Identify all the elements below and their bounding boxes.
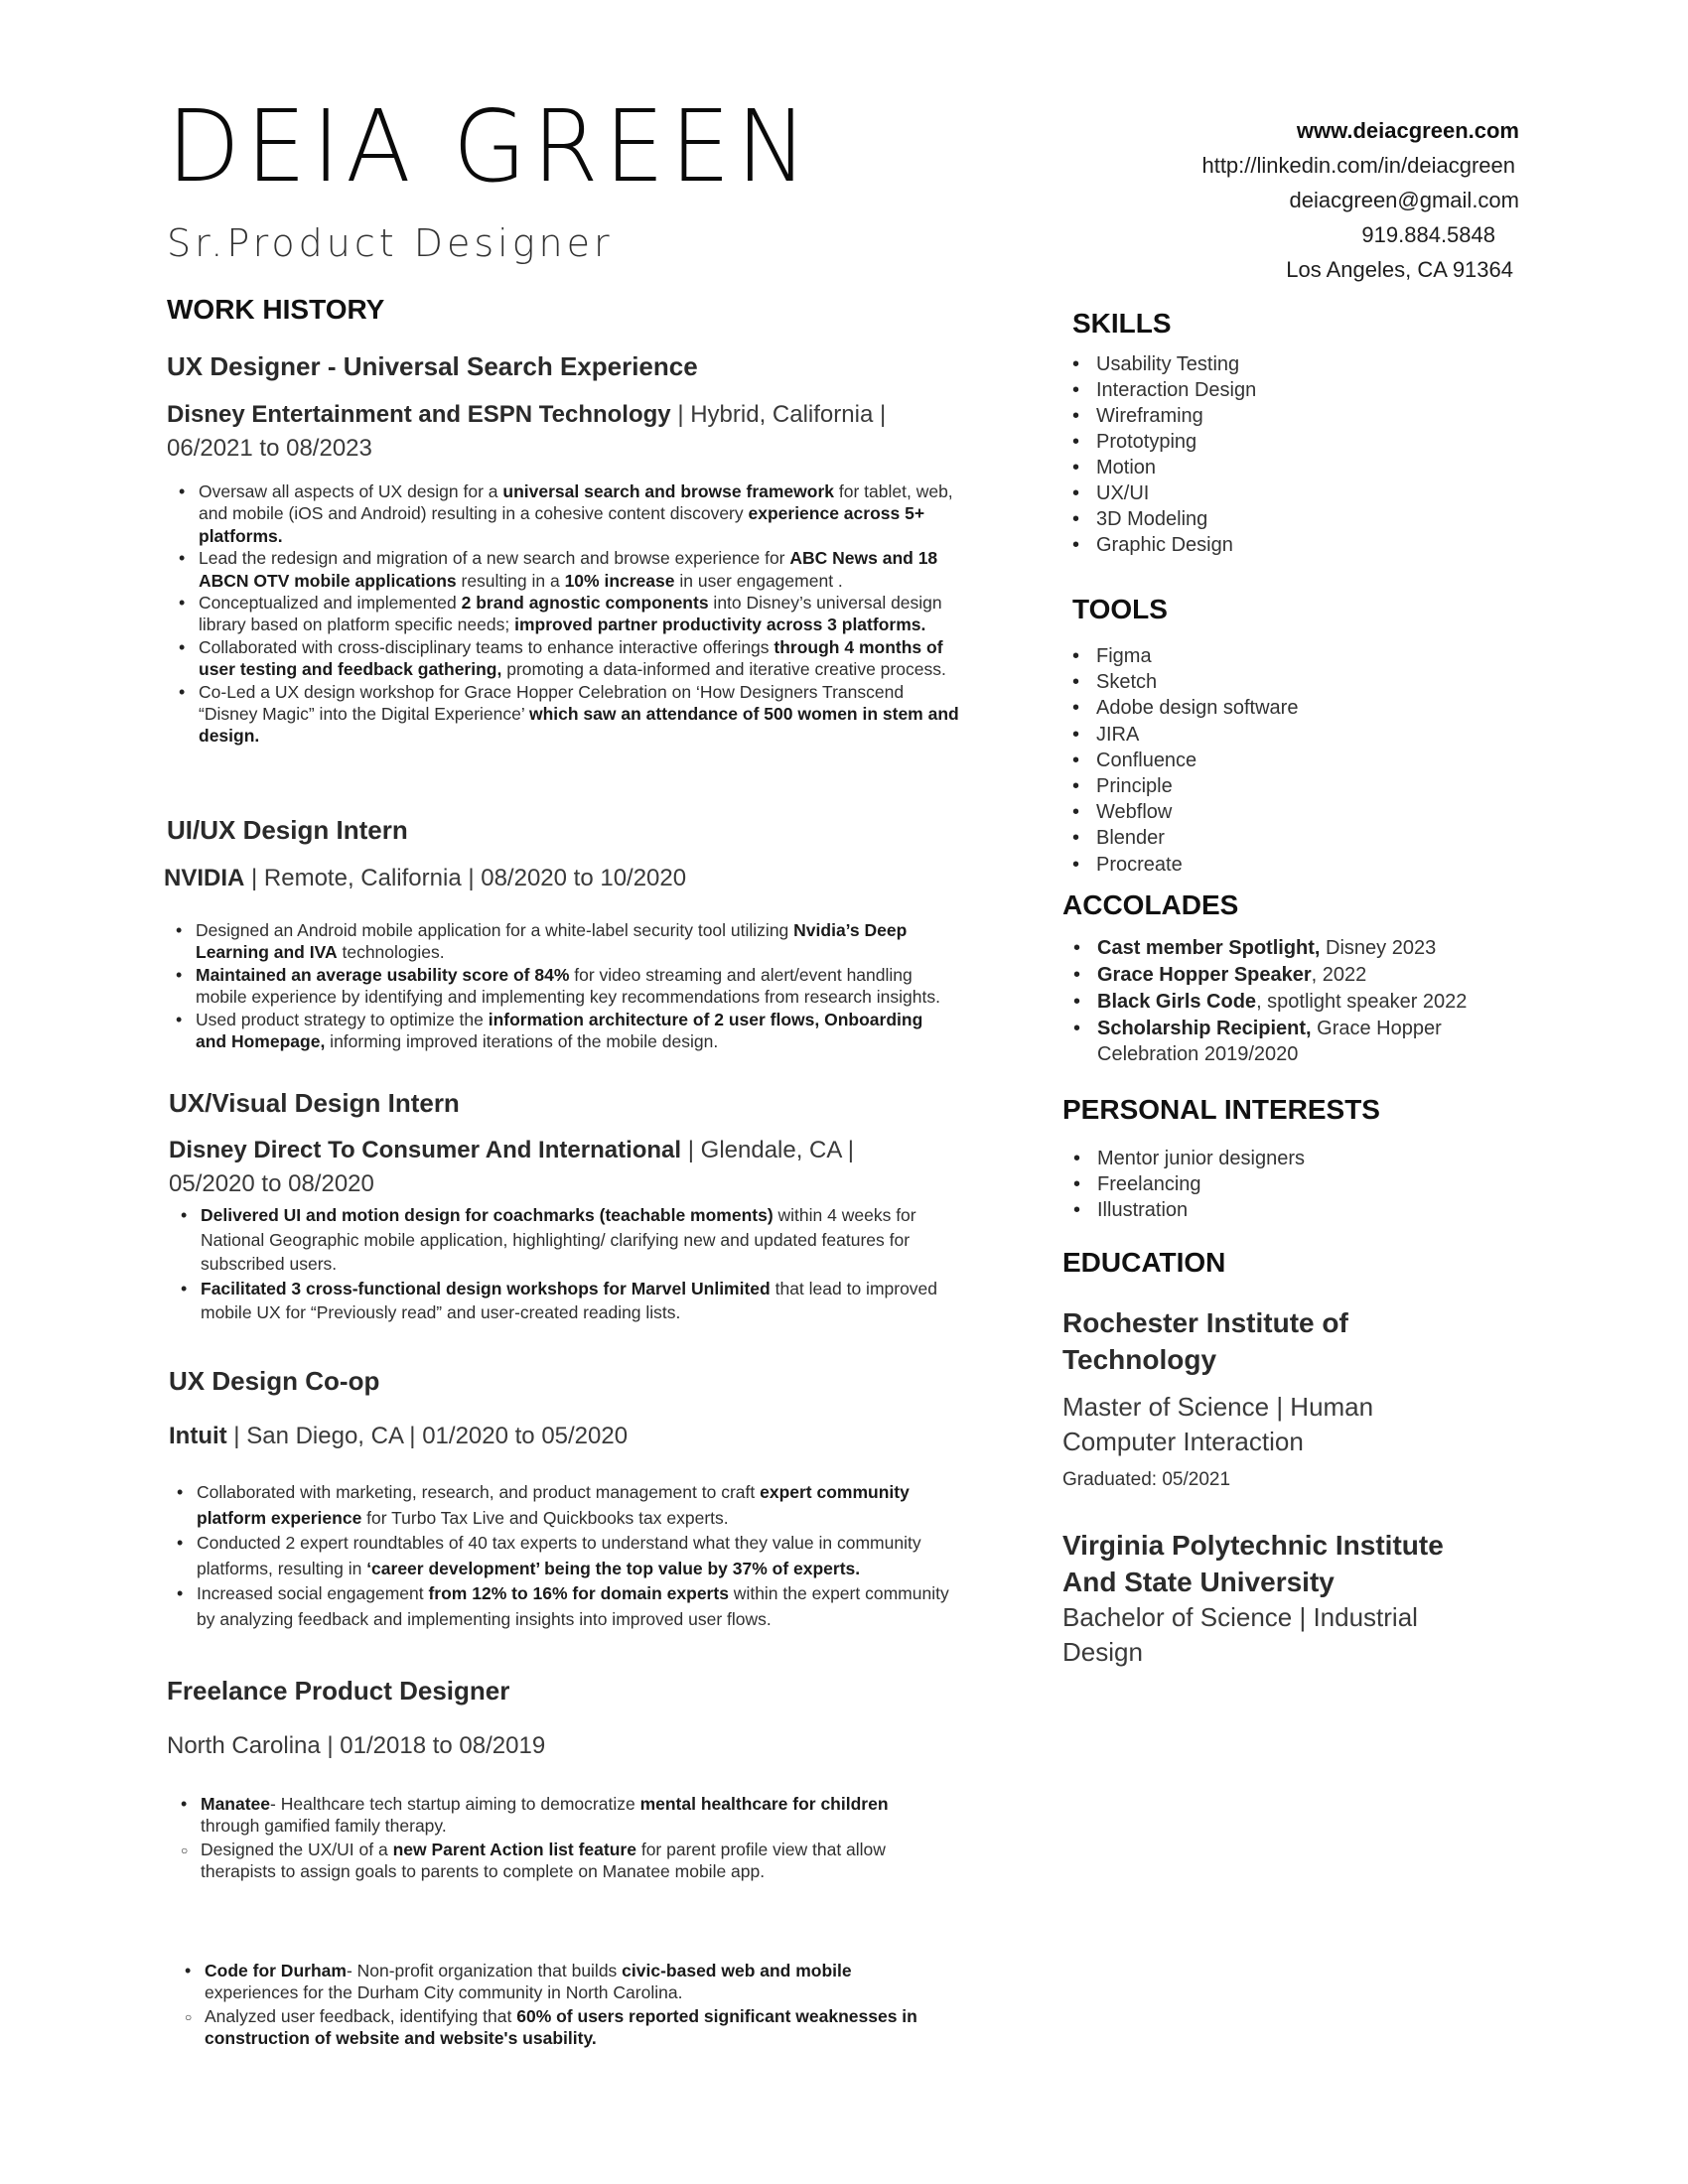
accolade-title: Grace Hopper Speaker (1097, 964, 1312, 986)
job-title: Freelance Product Designer (167, 1676, 510, 1706)
accolade-detail: , 2022 (1311, 964, 1367, 986)
sub-bullet-item: ○ Designed the UX/UI of a new Parent Action list feature for parent profile view that allow therapists to assign goals to parents to complete on Manatee mobile app. (169, 1839, 943, 1883)
sub-bullets (169, 1839, 943, 1883)
freelance-bullet-code-for-durham (173, 1960, 947, 2050)
list-item: • Blender (1068, 825, 1298, 851)
sub-bullets (173, 2005, 947, 2050)
accolades-heading: ACCOLADES (1062, 889, 1239, 920)
bullet-item: • Co-Led a UX design workshop for Grace Hopper Celebration on ‘How Designers Transcend “Disney Magic” into the Digital Experience’ which saw an attendance of 500 women in stem and design. (167, 681, 961, 748)
accolade-item (1069, 989, 1506, 1015)
list-item: • Principle (1068, 773, 1298, 799)
list-item: • Interaction Design (1068, 377, 1256, 403)
skills-heading: SKILLS (1072, 308, 1172, 339)
accolade-detail: Disney 2023 (1320, 937, 1437, 959)
tools-list (1068, 643, 1298, 878)
accolade-item (1069, 1016, 1506, 1067)
accolade-detail: , spotlight speaker 2022 (1256, 991, 1468, 1013)
skills-list (1068, 351, 1256, 558)
list-item: • Illustration (1069, 1197, 1305, 1223)
company-name: NVIDIA (164, 865, 245, 891)
bullet-item: • Conducted 2 expert roundtables of 40 tax experts to understand what they value in community platforms, resulting in ‘career development’ being the top value by 37% of experts. (165, 1531, 959, 1581)
bullet-item: • Conceptualized and implemented 2 brand agnostic components into Disney’s universal design library based on platform specific needs; improved partner productivity across 3 platforms. (167, 592, 961, 636)
accolade-item (1069, 935, 1506, 961)
list-item: • Wireframing (1068, 403, 1256, 429)
job-location-dates: North Carolina | 01/2018 to 08/2019 (167, 1732, 546, 1759)
company-name: Disney Direct To Consumer And International (169, 1137, 682, 1163)
job-meta (164, 862, 686, 895)
phone-number: 919.884.5848 (1361, 222, 1495, 247)
school-name: Rochester Institute of Technology (1062, 1307, 1348, 1375)
list-item: • Motion (1068, 455, 1256, 480)
list-item: • UX/UI (1068, 480, 1256, 506)
list-item: • Adobe design software (1068, 695, 1298, 721)
accolade-item (1069, 962, 1506, 988)
interests-list (1069, 1146, 1305, 1223)
sub-bullet-item: ○ Analyzed user feedback, identifying that 60% of users reported significant weaknesses in construction of website and website's usability. (173, 2005, 947, 2050)
freelance-bullet-manatee (169, 1793, 943, 1883)
job-location-dates: | Hybrid, California | 06/2021 to 08/2023 (167, 401, 887, 462)
bullet-item: • Increased social engagement from 12% to 16% for domain experts within the expert community by analyzing feedback and implementing insights into improved user flows. (165, 1581, 959, 1632)
bullet-item: • Facilitated 3 cross-functional design workshops for Marvel Unlimited that lead to improved mobile UX for “Previously read” and user-created reading lists. (169, 1277, 963, 1325)
accolade-title: Black Girls Code (1097, 991, 1257, 1013)
job-meta (169, 1420, 628, 1453)
accolades-list (1069, 935, 1506, 1067)
job-bullets (164, 919, 958, 1052)
bullet-item: • Oversaw all aspects of UX design for a universal search and browse framework for tablet, web, and mobile (iOS and Android) resulting in a cohesive content discovery experience across 5+ platforms. (167, 480, 961, 547)
bullet-item: • Collaborated with marketing, research, and product management to craft expert community platform experience for Turbo Tax Live and Quickbooks tax experts. (165, 1480, 959, 1531)
list-item: • Mentor junior designers (1069, 1146, 1305, 1171)
email-link[interactable]: deiacgreen@gmail.com (1289, 188, 1519, 212)
company-name: Intuit (169, 1423, 227, 1449)
job-location-dates: | Glendale, CA | 05/2020 to 08/2020 (169, 1137, 854, 1197)
list-item: • Freelancing (1069, 1171, 1305, 1197)
company-name: Disney Entertainment and ESPN Technology (167, 401, 671, 428)
list-item: • Usability Testing (1068, 351, 1256, 377)
work-history-heading: WORK HISTORY (167, 294, 385, 325)
job-title: UI/UX Design Intern (167, 815, 408, 845)
location: Los Angeles, CA 91364 (1286, 257, 1513, 282)
school-name: Virginia Polytechnic Institute And State University (1062, 1530, 1444, 1597)
job-meta (167, 398, 921, 466)
education-heading: EDUCATION (1062, 1247, 1226, 1278)
graduation-date: Graduated: 05/2021 (1062, 1469, 1231, 1490)
job-location-dates: | San Diego, CA | 01/2020 to 05/2020 (226, 1423, 629, 1449)
education-entry (1062, 1304, 1400, 1491)
degree: Master of Science | Human Computer Interaction (1062, 1392, 1374, 1456)
bullet-item: • Delivered UI and motion design for coachmarks (teachable moments) within 4 weeks for National Geographic mobile application, highlighting/ clarifying new and updated features for subscribed users. (169, 1203, 963, 1277)
list-item: • Webflow (1068, 799, 1298, 825)
bullet-item: • Collaborated with cross-disciplinary teams to enhance interactive offerings through 4 months of user testing and feedback gathering, promoting a data-informed and iterative creative process. (167, 636, 961, 681)
job-title: UX/Visual Design Intern (169, 1088, 460, 1118)
job-location-dates: | Remote, California | 08/2020 to 10/2020 (244, 865, 687, 891)
accolade-title: Scholarship Recipient, (1097, 1018, 1312, 1039)
list-item: • Confluence (1068, 748, 1298, 773)
bullet-item: • Code for Durham- Non-profit organization that builds civic-based web and mobile experiences for the Durham City community in North Carolina. (173, 1960, 947, 2004)
list-item: • 3D Modeling (1068, 506, 1256, 532)
job-meta (169, 1134, 943, 1201)
accolade-detail: Grace Hopper Celebration 2019/2020 (1097, 1018, 1442, 1065)
job-meta (167, 1729, 545, 1763)
list-item: • Figma (1068, 643, 1298, 669)
bullet-item: • Manatee- Healthcare tech startup aiming to democratize mental healthcare for children through gamified family therapy. (169, 1793, 943, 1838)
bullet-item: • Lead the redesign and migration of a new search and browse experience for ABC News and 18 ABCN OTV mobile applications resulting in a 10% increase in user engagement . (167, 547, 961, 592)
bullet-item: • Designed an Android mobile application for a white-label security tool utilizing Nvidia’s Deep Learning and IVA technologies. (164, 919, 958, 964)
job-bullets (165, 1480, 959, 1632)
tools-heading: TOOLS (1072, 594, 1168, 624)
education-entry (1062, 1527, 1460, 1670)
list-item: • Procreate (1068, 852, 1298, 878)
website-link[interactable]: www.deiacgreen.com (1296, 118, 1519, 143)
bullet-item: • Used product strategy to optimize the information architecture of 2 user flows, Onboarding and Homepage, informing improved iterations of the mobile design. (164, 1009, 958, 1053)
linkedin-link[interactable]: http://linkedin.com/in/deiacgreen (1201, 153, 1515, 178)
bullet-item: • Maintained an average usability score of 84% for video streaming and alert/event handling mobile experience by identifying and implementing key recommendations from research insights. (164, 964, 958, 1009)
job-title: UX Designer - Universal Search Experience (167, 351, 698, 381)
job-title: UX Design Co-op (169, 1366, 380, 1396)
job-title-headline: Sr.Product Designer (167, 221, 614, 265)
degree: Bachelor of Science | Industrial Design (1062, 1602, 1418, 1667)
accolade-title: Cast member Spotlight, (1097, 937, 1321, 959)
list-item: • Graphic Design (1068, 532, 1256, 558)
personal-interests-heading: PERSONAL INTERESTS (1062, 1094, 1380, 1125)
contact-block (1201, 113, 1519, 287)
candidate-name: DEIA GREEN (167, 88, 813, 205)
list-item: • Prototyping (1068, 429, 1256, 455)
job-bullets (167, 480, 961, 748)
job-bullets (169, 1203, 963, 1325)
list-item: • Sketch (1068, 669, 1298, 695)
list-item: • JIRA (1068, 722, 1298, 748)
